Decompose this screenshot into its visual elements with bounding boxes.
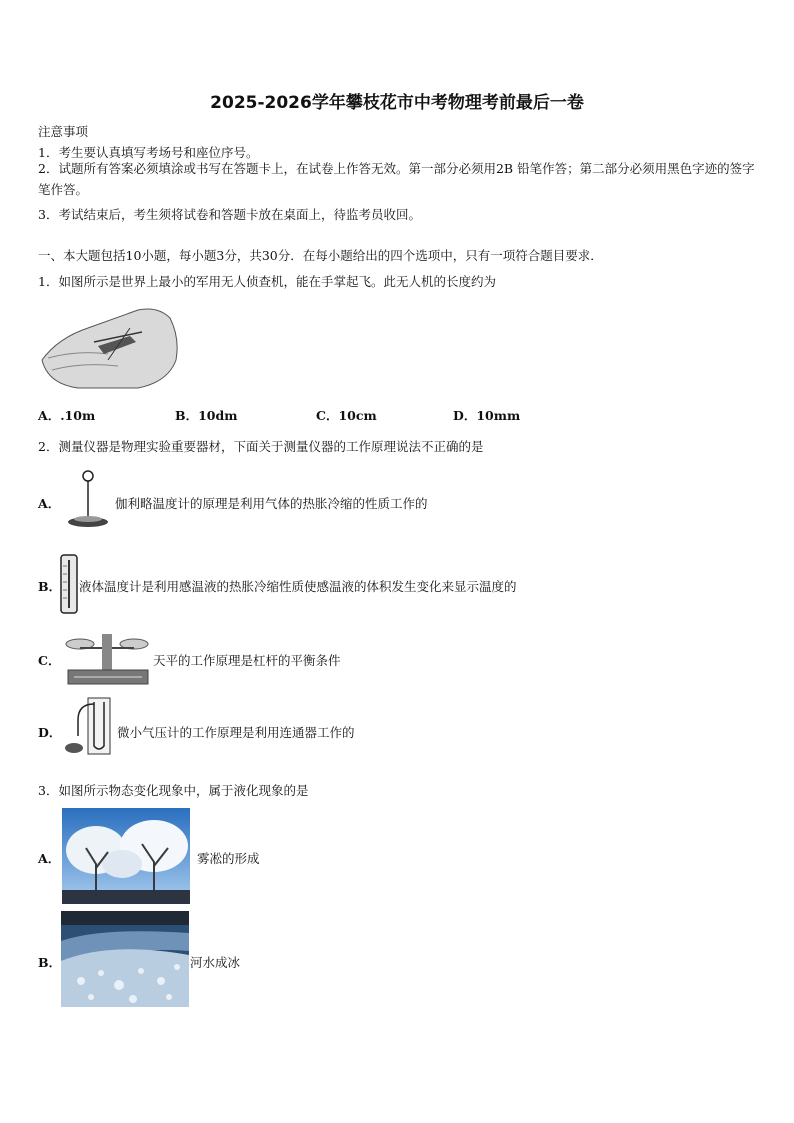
q3-option-a-letter: A．	[38, 851, 61, 866]
drone-on-hand-image	[38, 298, 180, 394]
q3-option-b-letter: B．	[38, 955, 62, 970]
q3-option-a-text: 雾凇的形成	[197, 851, 260, 866]
question-1-stem: 1．如图所示是世界上最小的军用无人侦查机，能在手掌起飞。此无人机的长度约为	[38, 274, 496, 289]
notice-item-3: 3．考试结束后，考生须将试卷和答题卡放在桌面上，待监考员收回。	[38, 207, 421, 222]
q2-option-d-text: 微小气压计的工作原理是利用连通器工作的	[117, 725, 355, 740]
q2-option-d-letter: D．	[38, 725, 62, 740]
q1-option-b: B．10dm	[175, 408, 238, 423]
frozen-river-image	[61, 911, 189, 1007]
notice-item-2: 2．试题所有答案必须填涂或书写在答题卡上，在试卷上作答无效。第一部分必须用2B 铅笔作答；第二部分必须用黑色字迹的签字笔作答。	[38, 161, 755, 197]
notice-item-1: 1．考生要认真填写考场号和座位序号。	[38, 145, 259, 160]
liquid-thermometer-image	[60, 554, 78, 614]
galileo-thermometer-image	[62, 468, 114, 532]
q3-option-b-text: 河水成冰	[190, 955, 241, 970]
q2-option-a-letter: A．	[38, 496, 61, 511]
question-3-stem: 3．如图所示物态变化现象中，属于液化现象的是	[38, 783, 309, 798]
q1-option-a: A．.10m	[38, 408, 96, 423]
q2-option-a-text: 伽利略温度计的原理是利用气体的热胀冷缩的性质工作的	[115, 496, 428, 511]
page-title: 2025-2026学年攀枝花市中考物理考前最后一卷	[210, 93, 584, 113]
notice-heading: 注意事项	[38, 124, 89, 139]
rime-trees-image	[62, 808, 190, 904]
q1-option-c: C．10cm	[316, 408, 377, 423]
q1-option-d: D．10mm	[453, 408, 521, 423]
q2-option-b-letter: B．	[38, 579, 62, 594]
section-heading: 一、本大题包括10小题，每小题3分，共30分．在每小题给出的四个选项中，只有一项符合题目要求．	[38, 248, 603, 263]
q2-option-b-text: 液体温度计是利用感温液的热胀冷缩性质使感温液的体积发生变化来显示温度的	[79, 579, 517, 594]
q2-option-c-text: 天平的工作原理是杠杆的平衡条件	[153, 653, 341, 668]
balance-scale-image	[62, 630, 152, 688]
q2-option-c-letter: C．	[38, 653, 61, 668]
question-2-stem: 2．测量仪器是物理实验重要器材，下面关于测量仪器的工作原理说法不正确的是	[38, 439, 484, 454]
manometer-image	[64, 696, 116, 760]
